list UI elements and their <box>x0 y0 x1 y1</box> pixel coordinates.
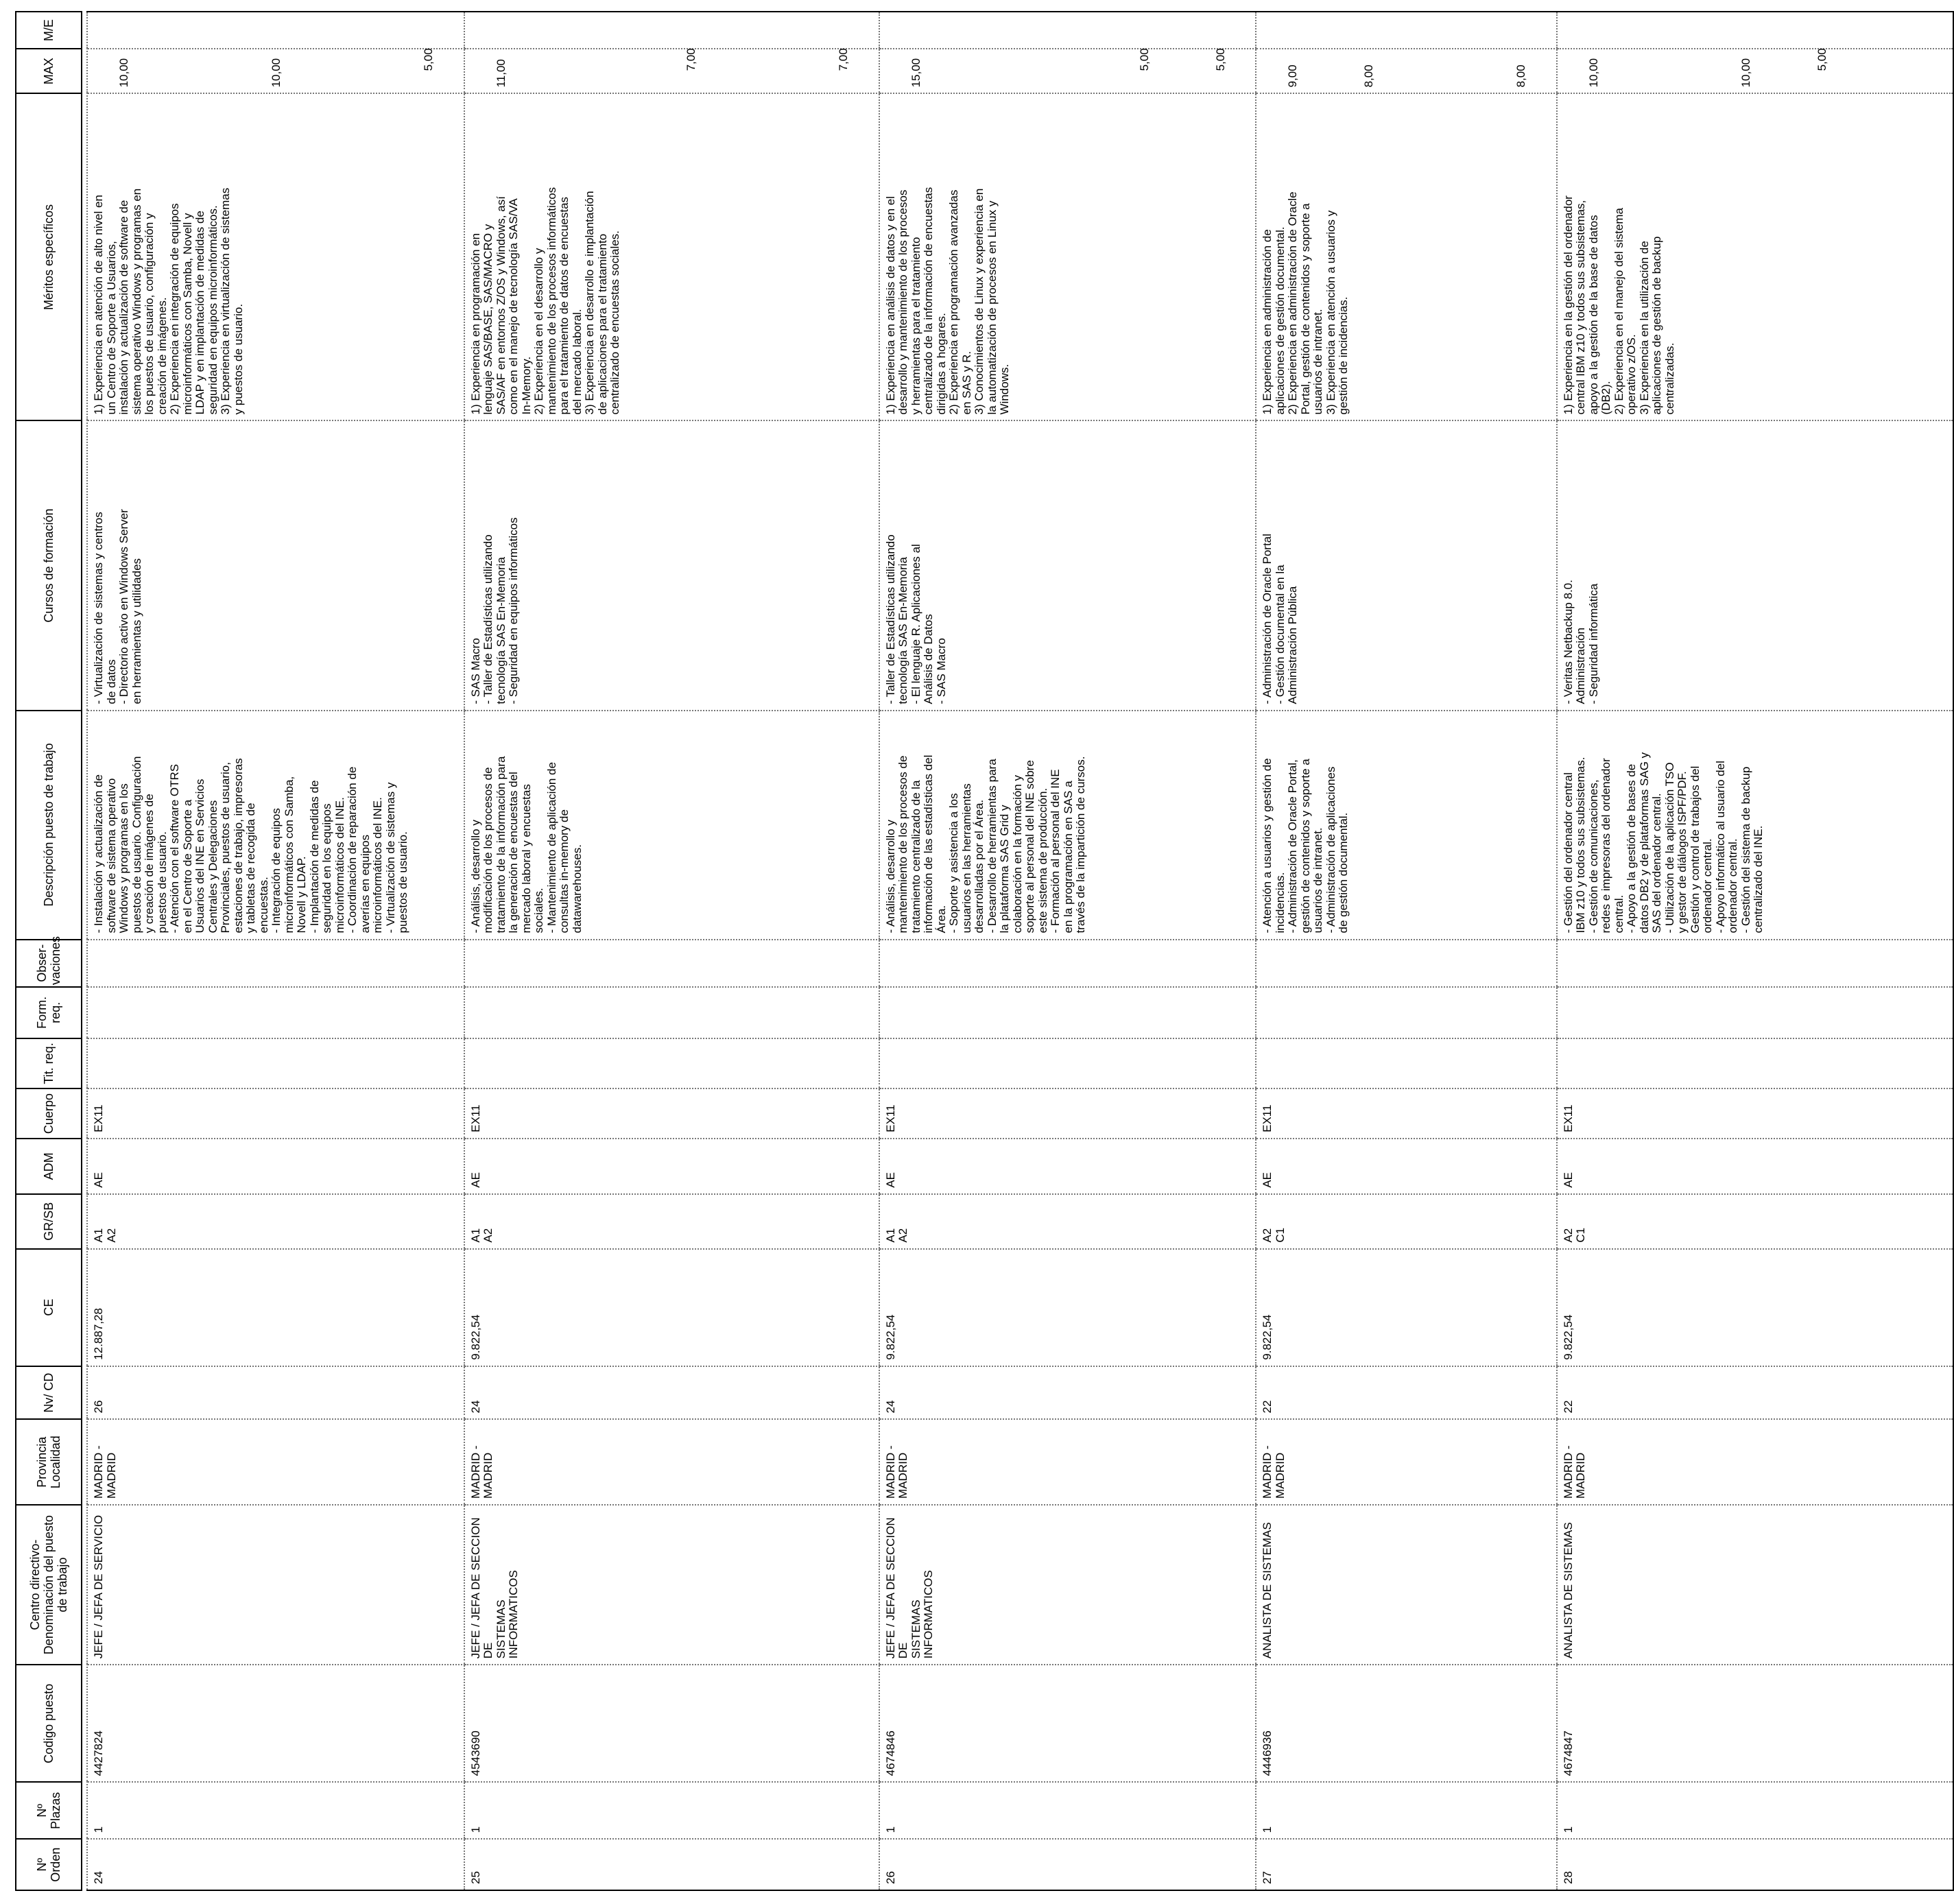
max-value <box>1024 55 1037 87</box>
adm-cell: AE <box>1561 1172 1575 1188</box>
grsb-cell: A1 A2 <box>883 1228 909 1243</box>
provincia-cell: MADRID - MADRID <box>1261 1445 1287 1499</box>
orden-cell: 24 <box>92 1871 105 1884</box>
ce-cell: 9.822,54 <box>1561 1314 1575 1360</box>
ce-cell: 9.822,54 <box>883 1314 897 1360</box>
obs-cell <box>1558 940 1565 986</box>
form-cell <box>1558 988 1565 1038</box>
me-cell <box>465 12 473 48</box>
header-tit: Tit. req. <box>16 1038 82 1089</box>
max-value <box>1477 55 1490 87</box>
orden-cell: 27 <box>1261 1871 1274 1884</box>
form-cell <box>465 988 473 1038</box>
grsb-cell: A1 A2 <box>92 1228 118 1243</box>
codigo-cell: 4674847 <box>1561 1730 1575 1776</box>
max-value: 5,00 <box>1137 48 1151 71</box>
max-value <box>1664 55 1677 87</box>
max-value <box>346 55 359 87</box>
tit-cell <box>1558 1039 1565 1088</box>
me-cell <box>88 12 95 48</box>
header-centro: Centro directivo- Denominación del puesto de trabajo <box>16 1505 82 1665</box>
provincia-cell: MADRID - MADRID <box>883 1445 909 1499</box>
codigo-cell: 4543690 <box>468 1730 482 1776</box>
cursos-cell: - Administración de Oracle Portal - Gestión documental en la Administración Pública <box>1261 534 1299 704</box>
max-cell <box>465 49 879 93</box>
max-value: 5,00 <box>422 48 435 71</box>
plazas-cell: 1 <box>92 1826 105 1833</box>
descripcion-cell: - Atención a usuarios y gestión de incidencias. - Administración de Oracle Portal, gestión de contenidos y soporte a usuarios de intranet. - Administración de aplicaciones de gestión documental. <box>1261 758 1350 933</box>
codigo-cell: 4427824 <box>92 1730 105 1776</box>
header-meritos: Méritos específicos <box>16 93 82 420</box>
max-value <box>533 55 546 87</box>
header-adm: ADM <box>16 1139 82 1194</box>
max-value: 15,00 <box>909 58 922 88</box>
table-row <box>87 12 464 1890</box>
form-cell <box>88 988 95 1038</box>
ce-cell: 9.822,54 <box>468 1314 482 1360</box>
provincia-cell: MADRID - MADRID <box>1561 1445 1587 1499</box>
orden-cell: 26 <box>883 1871 897 1884</box>
max-value: 10,00 <box>1586 58 1600 88</box>
max-cell <box>1558 49 1857 93</box>
nivel-cell: 24 <box>883 1400 897 1414</box>
grsb-cell: A2 C1 <box>1261 1227 1287 1243</box>
max-cell <box>1256 49 1556 93</box>
tit-cell <box>880 1039 887 1088</box>
meritos-cell: 1) Experiencia en atención de alto nivel en un Centro de Soporte a Usuarios, instalación y actualización de software de sistema operativo Windows y programas en los puestos de usuario, configuración y creación de imágenes. 2) Experiencia en integración de equipos microinformáticos con Samba, Novell y LDAP y en implantación de medidas de seguridad en equipos microinformáticos. 3) Experiencia en virtualización de sistemas y puestos de usuario. <box>92 187 245 415</box>
max-value <box>1702 55 1715 87</box>
me-cell <box>1558 12 1565 48</box>
provincia-cell: MADRID - MADRID <box>468 1445 495 1499</box>
plazas-cell: 1 <box>1561 1826 1575 1833</box>
adm-cell: AE <box>883 1172 897 1188</box>
table-row <box>1557 12 1953 1890</box>
max-cell <box>88 49 464 93</box>
cursos-cell: - Veritas Netbackup 8.0. Administración - Seguridad informática <box>1561 580 1600 704</box>
cuerpo-cell: EX11 <box>1261 1104 1274 1132</box>
tit-cell <box>88 1039 95 1088</box>
max-value <box>309 55 322 87</box>
header-codigo: Codigo puesto <box>16 1665 82 1782</box>
header-ce: CE <box>16 1249 82 1366</box>
max-value: 8,00 <box>1514 64 1527 88</box>
descripcion-cell: - Análisis, desarrollo y mantenimiento de los procesos de tratamiento centralizado de la información de las estadísticas del Área. - Soporte y asistencia a los usuarios en las herramientas desarrolladas por el Área. - Desarrollo de herramientas para la plataforma SAS Grid y colaboración en la formación y soporte al personal del INE sobre este sistema de producción. - Formación al personal del INE en la programación en SAS a través de la impartición de cursos. <box>883 754 1087 933</box>
header-nivel: Nv/ CD <box>16 1366 82 1420</box>
max-value: 7,00 <box>837 48 850 71</box>
header-cuerpo: Cuerpo <box>16 1088 82 1139</box>
grsb-cell: A1 A2 <box>468 1228 495 1243</box>
max-value: 10,00 <box>270 58 283 88</box>
grsb-cell: A2 C1 <box>1561 1227 1587 1243</box>
orden-cell: 28 <box>1561 1871 1575 1884</box>
header-provincia: Provincia Localidad <box>16 1420 82 1505</box>
max-value <box>609 55 622 87</box>
max-value: 10,00 <box>1739 58 1752 88</box>
max-value <box>1325 55 1338 87</box>
max-value <box>800 55 813 87</box>
meritos-cell: 1) Experiencia en análisis de datos y en el desarrollo y mantenimiento de los procesos y herramientas para el tratamiento centralizado de la información de encuestas dirigidas a hogares. 2) Experiencia en programación avanzadas en SAS y R. 3) Conocimientos de Linux y experiencia en la automatización de procesos en Linux y Windows. <box>883 187 1011 415</box>
max-value <box>156 55 169 87</box>
max-value: 11,00 <box>494 59 508 88</box>
header-descripcion: Descripción puesto de trabajo <box>16 711 82 940</box>
table-row <box>464 12 879 1890</box>
nivel-cell: 22 <box>1561 1400 1575 1414</box>
plazas-cell: 1 <box>468 1826 482 1833</box>
centro-cell: ANALISTA DE SISTEMAS <box>1561 1522 1575 1659</box>
max-value: 5,00 <box>1213 48 1227 71</box>
max-value: 7,00 <box>684 48 698 71</box>
centro-cell: ANALISTA DE SISTEMAS <box>1261 1522 1274 1659</box>
adm-cell: AE <box>1261 1172 1274 1188</box>
max-value <box>1401 55 1414 87</box>
max-value <box>233 55 246 87</box>
job-positions-table <box>15 11 1954 1891</box>
me-cell <box>1256 12 1264 48</box>
max-value <box>1625 55 1639 87</box>
obs-cell <box>1256 940 1264 986</box>
max-value <box>761 55 774 87</box>
adm-cell: AE <box>468 1172 482 1188</box>
header-row <box>16 12 82 1890</box>
cursos-cell: - Virtualización de sistemas y centros de datos - Directorio activo en Windows Server en herramientas y utilidades <box>92 509 143 704</box>
header-me: M/E <box>16 12 82 49</box>
header-max: MAX <box>16 49 82 93</box>
cuerpo-cell: EX11 <box>468 1104 482 1132</box>
header-grsb: GR/SB <box>16 1194 82 1249</box>
max-value <box>647 55 660 87</box>
max-value <box>194 55 207 87</box>
max-value <box>1778 55 1791 87</box>
cuerpo-cell: EX11 <box>1561 1104 1575 1132</box>
max-value: 8,00 <box>1362 64 1375 88</box>
meritos-cell: 1) Experiencia en administración de aplicaciones de gestión documental. 2) Experiencia en administración de Oracle Portal, gestión de contenidos y soporte a usuarios de intranet. 3) Experiencia en atención a usuarios y gestión de incidencias. <box>1261 191 1350 415</box>
table-row <box>1256 12 1557 1890</box>
tit-cell <box>1256 1039 1264 1088</box>
max-value: 5,00 <box>1815 48 1828 71</box>
cuerpo-cell: EX11 <box>883 1104 897 1132</box>
nivel-cell: 22 <box>1261 1400 1274 1414</box>
header-cursos: Cursos de formación <box>16 420 82 710</box>
ce-cell: 12.887,28 <box>92 1308 105 1360</box>
obs-cell <box>88 940 95 986</box>
descripcion-cell: - Análisis, desarrollo y modificación de los procesos de tratamiento de la información para la generación de encuestas del mercado laboral y encuestas sociales. - Mantenimiento de aplicación de consultas in-memory de datawarehouses. <box>468 756 584 933</box>
max-value <box>948 55 961 87</box>
max-value: 9,00 <box>1286 64 1299 88</box>
obs-cell <box>880 940 887 986</box>
centro-cell: JEFE / JEFA DE SECCION DE SISTEMAS INFORMATICOS <box>883 1517 935 1659</box>
max-value <box>1439 55 1452 87</box>
max-value <box>385 55 398 87</box>
table-row <box>879 12 1256 1890</box>
max-value <box>1176 55 1189 87</box>
cuerpo-cell: EX11 <box>92 1104 105 1132</box>
meritos-cell: 1) Experiencia en programación en lenguaje SAS/BASE, SAS/MACRO y SAS/AF en entornos Z/OS y Windows, así como en el manejo de tecnología SAS/VA In-Memory. 2) Experiencia en el desarrollo y mantenimiento de los procesos informáticos para el tratamiento de datos de encuestas del mercado laboral. 3) Experiencia en desarrollo e implantación de aplicaciones para el tratamiento centralizado de encuestas sociales. <box>468 187 621 415</box>
tit-cell <box>465 1039 473 1088</box>
header-plazas: Nº Plazas <box>16 1782 82 1839</box>
max-value <box>986 55 999 87</box>
plazas-cell: 1 <box>883 1826 897 1833</box>
obs-cell <box>465 940 473 986</box>
nivel-cell: 24 <box>468 1400 482 1414</box>
header-obs: Obser- vaciones <box>16 940 82 987</box>
ce-cell: 9.822,54 <box>1261 1314 1274 1360</box>
form-cell <box>880 988 887 1038</box>
descripcion-cell: - Instalación y actualización de software de sistema operativo Windows y programas en los puestos de usuario. Configuración y creación de imágenes de puestos de usuario. - Atención con el software OTRS en el Centro de Soporte a Usuarios del INE en Servicios Centrales y Delegaciones Provinciales, puestos de usuario, estaciones de trabajo, impresoras y tabletas de recogida de encuestas. - Integración de equipos microinformáticos con Samba, Novell y LDAP. - Implantación de medidas de seguridad en los equipos microinformáticos del INE. - Coordinación de reparación de averías en equipos microinformáticos del INE. - Virtualización de sistemas y puestos de usuario. <box>92 756 409 933</box>
centro-cell: JEFE / JEFA DE SERVICIO <box>92 1514 105 1659</box>
me-cell <box>880 12 887 48</box>
orden-cell: 25 <box>468 1871 482 1884</box>
form-cell <box>1256 988 1264 1038</box>
adm-cell: AE <box>92 1172 105 1188</box>
codigo-cell: 4446936 <box>1261 1730 1274 1776</box>
nivel-cell: 26 <box>92 1400 105 1414</box>
max-value: 10,00 <box>117 58 130 88</box>
max-value <box>724 55 737 87</box>
header-form: Form. req. <box>16 987 82 1038</box>
max-value <box>1062 55 1075 87</box>
centro-cell: JEFE / JEFA DE SECCION DE SISTEMAS INFORMATICOS <box>468 1517 520 1659</box>
meritos-cell: 1) Experiencia en la gestión del ordenador central IBM z10 y todos sus subsistemas, apoyo a la gestión de la base de datos (DB2). 2) Experiencia en el manejo del sistema operativo z/OS. 3) Experiencia en la utilización de aplicaciones de gestión de backup centralizadas. <box>1561 195 1676 415</box>
max-cell <box>880 49 1256 93</box>
codigo-cell: 4674846 <box>883 1730 897 1776</box>
header-orden: Nº Orden <box>16 1839 82 1890</box>
cursos-cell: - Taller de Estadísticas utilizando tecnología SAS En-Memoria - El lenguaje R. Aplicaciones al Análisis de Datos - SAS Macro <box>883 534 948 704</box>
max-value <box>571 55 584 87</box>
provincia-cell: MADRID - MADRID <box>92 1445 118 1499</box>
plazas-cell: 1 <box>1261 1826 1274 1833</box>
max-value <box>1100 55 1113 87</box>
cursos-cell: - SAS Macro - Taller de Estadísticas utilizando tecnología SAS En-Memoria - Seguridad en equipos informáticos <box>468 517 520 704</box>
descripcion-cell: - Gestión del ordenador central IBM z10 y todos sus subsistemas. - Gestión de comunicaciones, redes e impresoras del ordenador central. - Apoyo a la gestión de bases de datos DB2 y de plataformas SAG y SAS del ordenador central. - Utilización de la aplicación TSO y gestor de diálogos ISPF/PDF. Gestión y control de trabajos del ordenador central. - Apoyo informático al usuario del ordenador central. - Gestión del sistema de backup centralizado del INE. <box>1561 752 1765 933</box>
